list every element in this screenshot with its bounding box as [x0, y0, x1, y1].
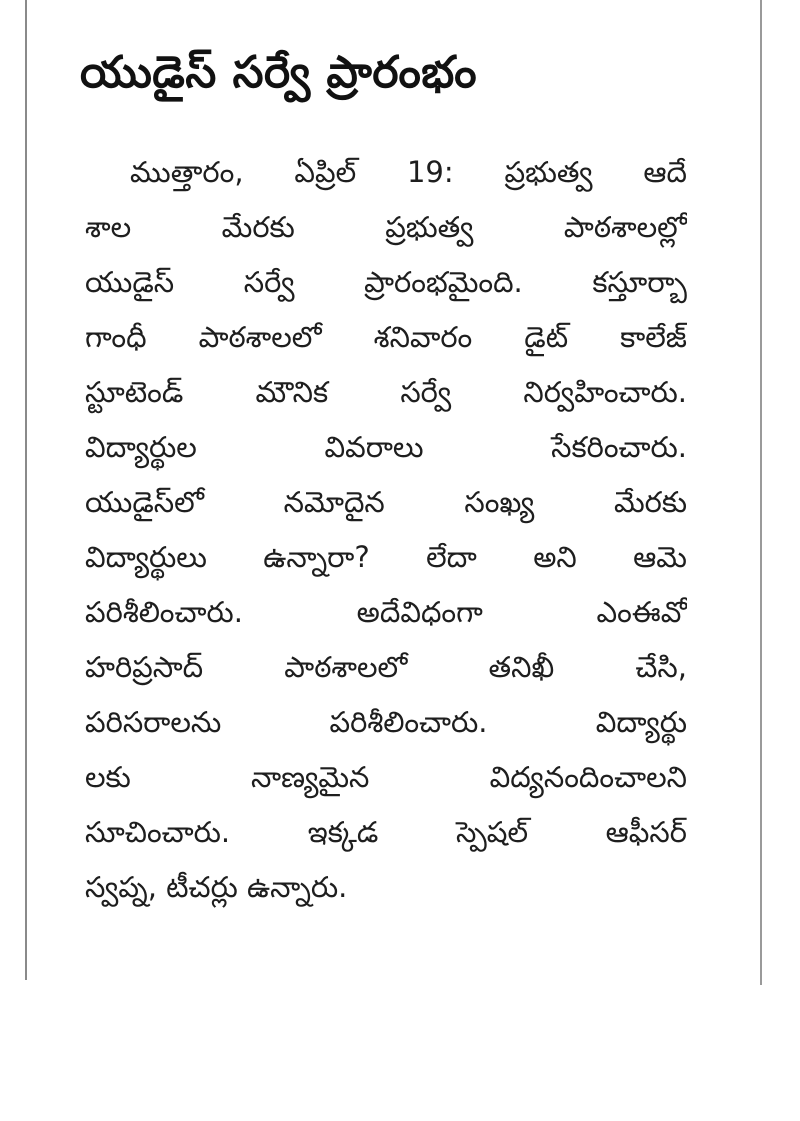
article-line: శాల మేరకు ప్రభుత్వ పాఠశాలల్లో: [85, 210, 687, 244]
article-line: లకు నాణ్యమైన విద్యనందించాలని: [85, 760, 687, 794]
column-rule-right: [760, 0, 762, 985]
article-line: ముత్తారం, ఏప్రిల్ 19: ప్రభుత్వ ఆదే: [130, 155, 687, 189]
article-line: పరిసరాలను పరిశీలించారు. విద్యార్థు: [85, 705, 687, 739]
article-line: యుడైస్ సర్వే ప్రారంభమైంది. కస్తూర్బా: [85, 265, 687, 299]
article-line: పరిశీలించారు. అదేవిధంగా ఎంఈవో: [85, 595, 687, 629]
article-headline: యుడైస్ సర్వే ప్రారంభం: [80, 47, 478, 98]
article-line: స్వప్న, టీచర్లు ఉన్నారు.: [85, 870, 348, 904]
column-rule-left: [25, 0, 27, 980]
cropped-previous-article-line: [85, 0, 685, 8]
article-line: స్టూటెండ్ మౌనిక సర్వే నిర్వహించారు.: [85, 375, 687, 409]
article-body: [85, 145, 687, 915]
article-line: యుడైస్‌లో నమోదైన సంఖ్య మేరకు: [85, 485, 687, 519]
article-line: హరిప్రసాద్ పాఠశాలలో తనిఖీ చేసి,: [85, 650, 687, 684]
article-line: గాంధీ పాఠశాలలో శనివారం డైట్ కాలేజ్: [85, 320, 687, 354]
article-line: సూచించారు. ఇక్కడ స్పెషల్ ఆఫీసర్: [85, 815, 687, 849]
article-line: విద్యార్థుల వివరాలు సేకరించారు.: [85, 430, 687, 464]
article-line: విద్యార్థులు ఉన్నారా? లేదా అని ఆమె: [85, 540, 687, 574]
